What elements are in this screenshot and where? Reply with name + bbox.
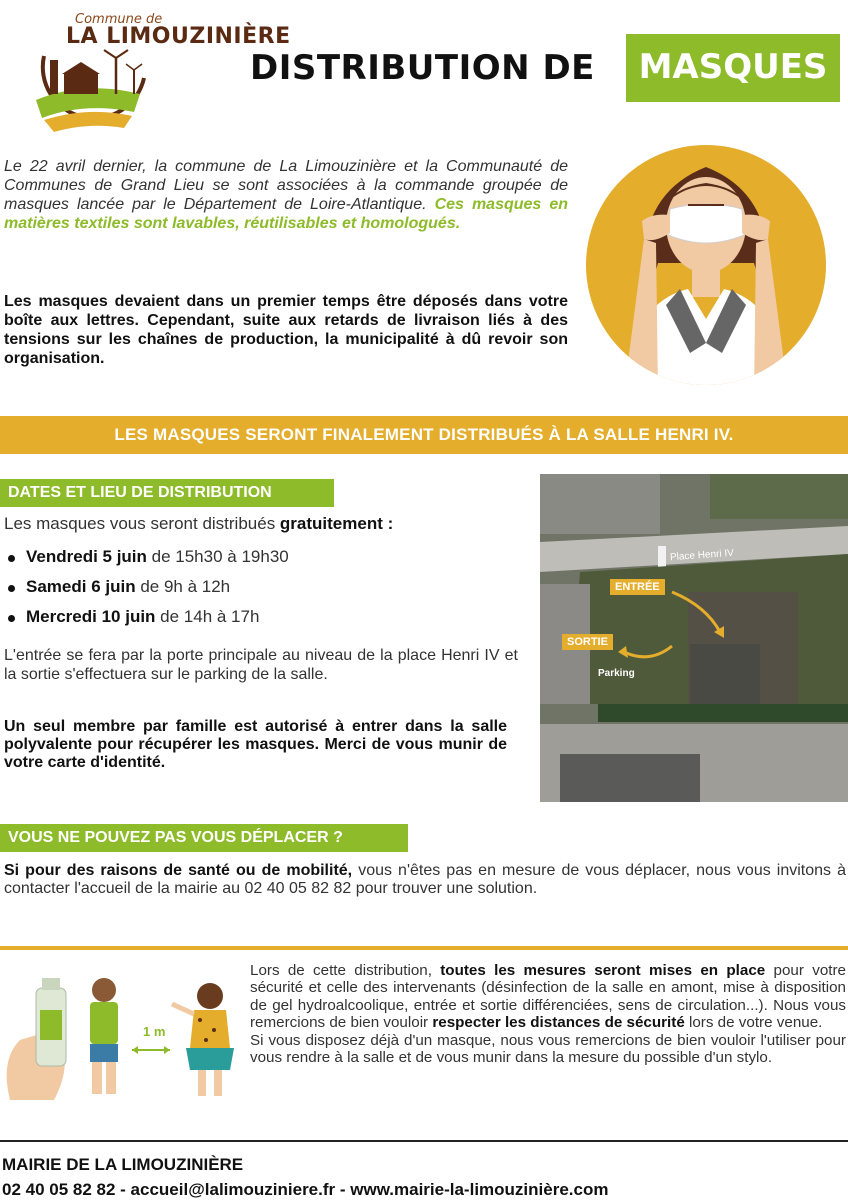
intro-paragraph xyxy=(4,157,568,233)
dates-list xyxy=(8,546,508,636)
section-mobility-heading: VOUS NE POUVEZ PAS VOUS DÉPLACER ? xyxy=(0,824,408,852)
map-entree-label: ENTRÉE xyxy=(610,579,665,595)
measures-bold: toutes les mesures seront mises en place xyxy=(440,962,766,979)
distribution-intro xyxy=(4,514,393,534)
list-item xyxy=(8,576,508,606)
measures-text: pour votre sécurité et celle des intervenants (désinfection de la salle en amont, mise à disposition de gel hydroalcoolique, entrée et sortie différenciées, sens de circulation...). Nous vous remercions de bien vouloir xyxy=(250,962,846,1032)
announcement-banner-text: LES MASQUES SERONT FINALEMENT DISTRIBUÉS À LA SALLE HENRI IV. xyxy=(114,425,734,444)
intro-highlight: Ces masques en matières textiles sont lavables, réutilisables et homologués. xyxy=(4,196,569,232)
woman-mask-illustration xyxy=(584,143,828,387)
entry-paragraph: L'entrée se fera par la porte principale au niveau de la place Henri IV et la sortie s'effectuera sur le parking de la salle. xyxy=(4,647,518,683)
footer-name: MAIRIE DE LA LIMOUZINIÈRE xyxy=(2,1155,244,1174)
date-hours: de 9h à 12h xyxy=(135,577,231,596)
distribution-intro-text: Les masques vous seront distribués xyxy=(4,514,280,533)
measures-text: Si vous disposez déjà d'un masque, nous vous remercions de bien vouloir l'utiliser pour vous rendre à la salle et de vous munir dans la mesure du possible d'un stylo. xyxy=(250,1031,846,1067)
mobility-text: vous n'êtes pas en mesure de vous déplacer, nous vous invitons à contacter l'accueil de la mairie au 02 40 05 82 82 pour trouver une solution. xyxy=(4,862,846,897)
list-item xyxy=(8,606,508,636)
date-day: Samedi 6 juin xyxy=(26,577,136,596)
distribution-free: gratuitement : xyxy=(279,514,394,533)
map-parking-label: Parking xyxy=(598,668,635,679)
footer-contact: 02 40 05 82 82 - accueil@lalimouziniere.fr - www.mairie-la-limouzinière.com xyxy=(2,1180,609,1199)
logo-subtitle: Commune de xyxy=(75,12,163,27)
notice-paragraph: Un seul membre par famille est autorisé à entrer dans la salle polyvalente pour récupérer les masques. Merci de vous munir de votre carte d'identité. xyxy=(4,718,507,771)
intro-text: Le 22 avril dernier, la commune de La Limouzinière et la Communauté de Communes de Grand Lieu se sont associées à la commande groupée de masques lancée par le Département de Loire-Atlantique. xyxy=(4,158,568,213)
date-hours: de 14h à 17h xyxy=(155,607,260,626)
aerial-map xyxy=(540,474,848,802)
measures-text: Lors de cette distribution, xyxy=(250,962,441,979)
section-dates-heading: DATES ET LIEU DE DISTRIBUTION xyxy=(0,479,334,507)
date-day: Mercredi 10 juin xyxy=(26,607,156,626)
page-title-accent: MASQUES xyxy=(638,47,828,87)
measures-text: lors de votre venue. xyxy=(684,1014,823,1032)
list-item xyxy=(8,546,508,576)
distancing-illustration xyxy=(0,970,240,1110)
measures-paragraph xyxy=(250,962,846,1066)
date-hours: de 15h30 à 19h30 xyxy=(146,547,289,566)
map-street-label: Place Henri IV xyxy=(669,547,735,564)
mobility-bold: Si pour des raisons de santé ou de mobilité, xyxy=(4,862,353,879)
date-day: Vendredi 5 juin xyxy=(26,547,147,566)
delivery-paragraph: Les masques devaient dans un premier temps être déposés dans votre boîte aux lettres. Cependant, suite aux retards de livraison liés à des tensions sur les chaînes de production, la municipalité à dû revoir son organisation. xyxy=(4,293,568,367)
mobility-paragraph xyxy=(4,862,846,898)
page-title: DISTRIBUTION DE xyxy=(250,48,595,88)
logo-title: LA LIMOUZINIÈRE xyxy=(66,24,291,49)
direction-arrows-icon xyxy=(540,474,848,802)
divider xyxy=(0,946,848,950)
distance-label: 1 m xyxy=(143,1024,166,1039)
map-sortie-label: SORTIE xyxy=(562,634,613,650)
measures-bold: respecter les distances de sécurité xyxy=(432,1014,685,1032)
footer-divider xyxy=(0,1140,848,1142)
